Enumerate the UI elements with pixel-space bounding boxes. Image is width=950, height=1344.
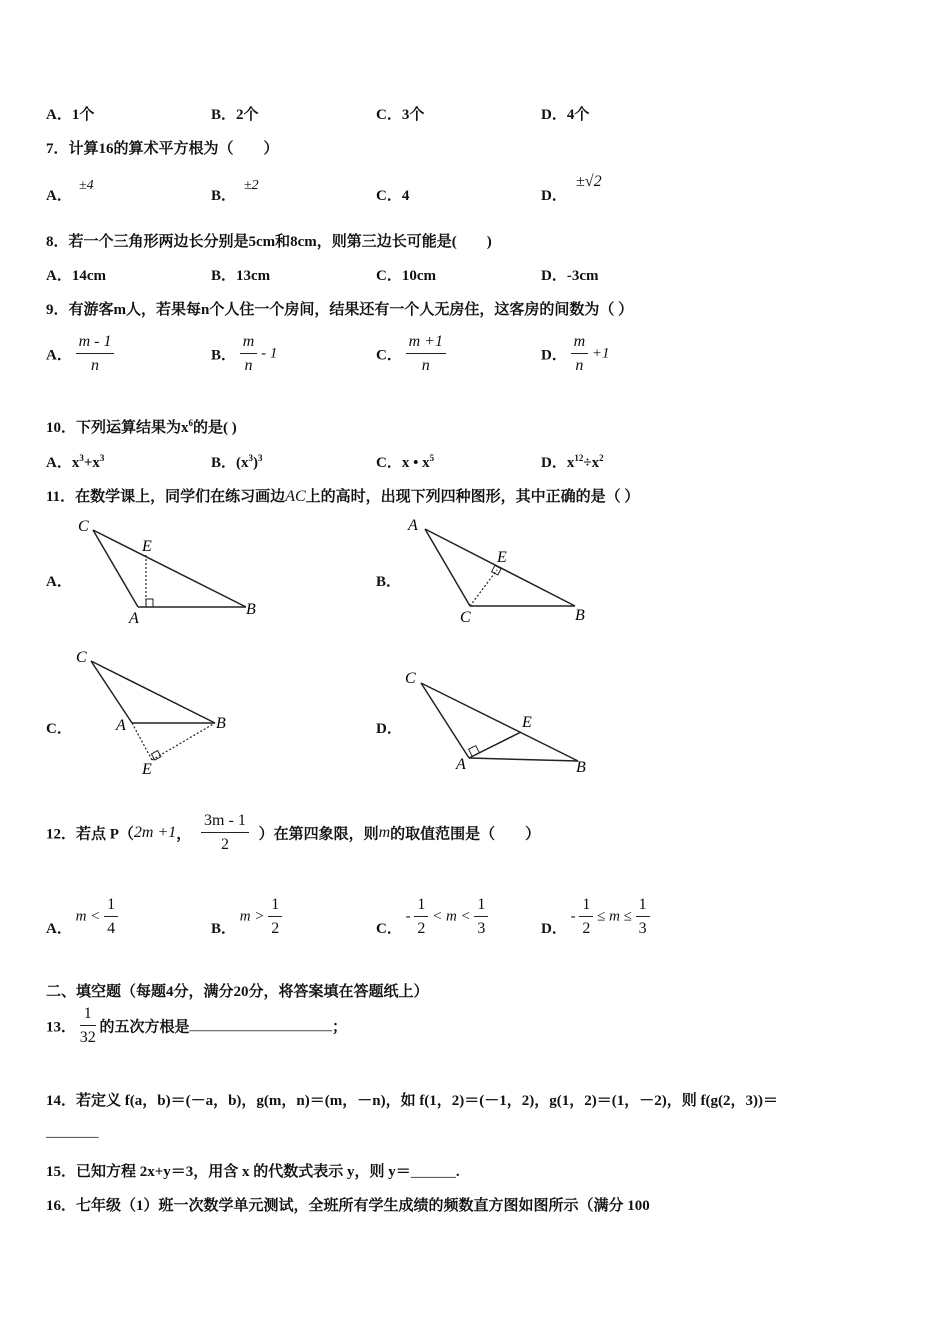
q9-option-b: B． $\frac{m}{n}$ - 1 [211, 333, 278, 374]
q11-figure-d [400, 665, 600, 780]
q6-option-d: D．4个 [541, 107, 590, 123]
svg-text:C: C [405, 670, 416, 687]
q8-option-b: B．13cm [211, 268, 271, 284]
svg-text:E: E [497, 549, 507, 566]
q13: 13． $\frac{1}{32}$ 的五次方根是___________________； [46, 1005, 348, 1046]
q10-option-b: B．$(x^3)^3$ [211, 453, 263, 471]
q7-stem: 7．计算16的算术平方根为（ ） [46, 141, 279, 157]
svg-text:B: B [575, 607, 585, 624]
q6-option-a: A．1个 [46, 107, 95, 123]
q7-option-c: C．4 [376, 188, 410, 204]
q11-option-d-label: D． [376, 721, 402, 737]
q11-figure-a [70, 513, 270, 628]
q8-option-d: D．-3cm [541, 268, 599, 284]
svg-text:B: B [246, 601, 256, 618]
q9-option-a: A． $\frac{m - 1}{n}$ [46, 333, 114, 375]
svg-text:B: B [576, 759, 586, 776]
q12-option-c: C． - $\frac{1}{2}$ < m < $\frac{1}{3}$ [376, 896, 488, 938]
svg-text:B: B [216, 715, 226, 732]
q11-option-c-label: C． [46, 721, 72, 737]
q10-stem: 10．下列运算结果为$x^6$的是( ) [46, 418, 237, 436]
section2-title: 二、填空题（每题4分，满分20分，将答案填在答题纸上） [46, 984, 429, 1000]
svg-text:C: C [76, 649, 87, 666]
svg-text:E: E [522, 714, 532, 731]
q16: 16．七年级（1）班一次数学单元测试，全班所有学生成绩的频数直方图如图所示（满分 100 [46, 1198, 650, 1214]
q15: 15．已知方程 2x+y＝3，用含 x 的代数式表示 y，则 y＝______. [46, 1164, 460, 1180]
q11-stem: 11．在数学课上，同学们在练习画边AC上的高时，出现下列四种图形，其中正确的是（ ） [46, 488, 640, 505]
q11-option-b-label: B． [376, 574, 402, 590]
q14-answer-blank[interactable]: _______ [46, 1124, 99, 1140]
q12-c-fraction-2: $\frac{1}{3}$ [474, 896, 488, 938]
q13-fraction: $\frac{1}{32}$ [79, 1005, 96, 1046]
q12-option-b: B． m > $\frac{1}{2}$ [211, 896, 282, 938]
svg-text:E: E [142, 538, 152, 555]
q7-option-b: B． [211, 188, 237, 204]
q7-option-a-value: ±4 [79, 178, 94, 193]
svg-text:A: A [408, 517, 418, 534]
q6-option-c: C．3个 [376, 107, 425, 123]
q12-b-fraction: $\frac{1}{2}$ [268, 896, 282, 938]
svg-text:A: A [129, 610, 139, 627]
q10-option-d: D．$x^{12}\div x^2$ [541, 453, 604, 471]
q12-d-fraction-1: $\frac{1}{2}$ [579, 896, 593, 938]
svg-text:A: A [116, 717, 126, 734]
q12-stem: 12．若点 P（2m +1， $\frac{3m - 1}{2}$ ）在第四象限，则m的取值范围是（ ） [46, 812, 541, 853]
q9-option-c: C． $\frac{m +1}{n}$ [376, 333, 446, 375]
q12-option-a: A． m < $\frac{1}{4}$ [46, 896, 118, 938]
q10-option-c: C．x • $x^5$ [376, 453, 435, 471]
q7-option-b-value: ±2 [244, 178, 259, 193]
q8-option-a: A．14cm [46, 268, 106, 284]
q9-a-fraction: $\frac{m - 1}{n}$ [76, 333, 115, 375]
svg-text:A: A [456, 756, 466, 773]
q11-option-a-label: A． [46, 574, 72, 590]
q7-option-d: D． [541, 188, 567, 204]
q9-c-fraction: $\frac{m +1}{n}$ [406, 333, 446, 375]
q10-option-a: A．$x^3+x^3$ [46, 453, 105, 471]
q12-a-fraction: $\frac{1}{4}$ [104, 896, 118, 938]
q13-answer-blank[interactable]: ___________________ [189, 1017, 333, 1034]
q8-option-c: C．10cm [376, 268, 436, 284]
q9-stem: 9．有游客m人，若果每n个人住一个房间，结果还有一个人无房住，这客房的间数为（ ） [46, 302, 634, 318]
svg-text:C: C [78, 518, 89, 535]
q7-option-d-value: ±√2 [576, 173, 602, 190]
q12-option-d: D． - $\frac{1}{2}$ ≤ m ≤ $\frac{1}{3}$ [541, 896, 650, 938]
q11-figure-c [70, 648, 270, 778]
svg-text:E: E [142, 761, 152, 778]
q14: 14．若定义 f(a，b)＝(－a，b)，g(m，n)＝(m，－n)，如 f(1，2)＝(－1，2)，g(1，2)＝(1，－2)，则 f(g(2，3))＝ [46, 1093, 779, 1109]
q11-figure-b [400, 513, 600, 628]
q12-c-fraction-1: $\frac{1}{2}$ [414, 896, 428, 938]
q9-option-d: D． $\frac{m}{n}$ +1 [541, 333, 610, 374]
q6-option-b: B．2个 [211, 107, 259, 123]
q9-b-fraction: $\frac{m}{n}$ [240, 333, 258, 375]
q12-stem-fraction: $\frac{3m - 1}{2}$ [201, 812, 249, 854]
svg-text:C: C [460, 609, 471, 626]
q8-stem: 8．若一个三角形两边长分别是5cm和8cm，则第三边长可能是( ) [46, 234, 492, 250]
q7-option-a: A． [46, 188, 72, 204]
q12-d-fraction-2: $\frac{1}{3}$ [636, 896, 650, 938]
q9-d-fraction: $\frac{m}{n}$ [571, 333, 589, 375]
q15-answer-blank[interactable]: ______ [410, 1164, 456, 1180]
